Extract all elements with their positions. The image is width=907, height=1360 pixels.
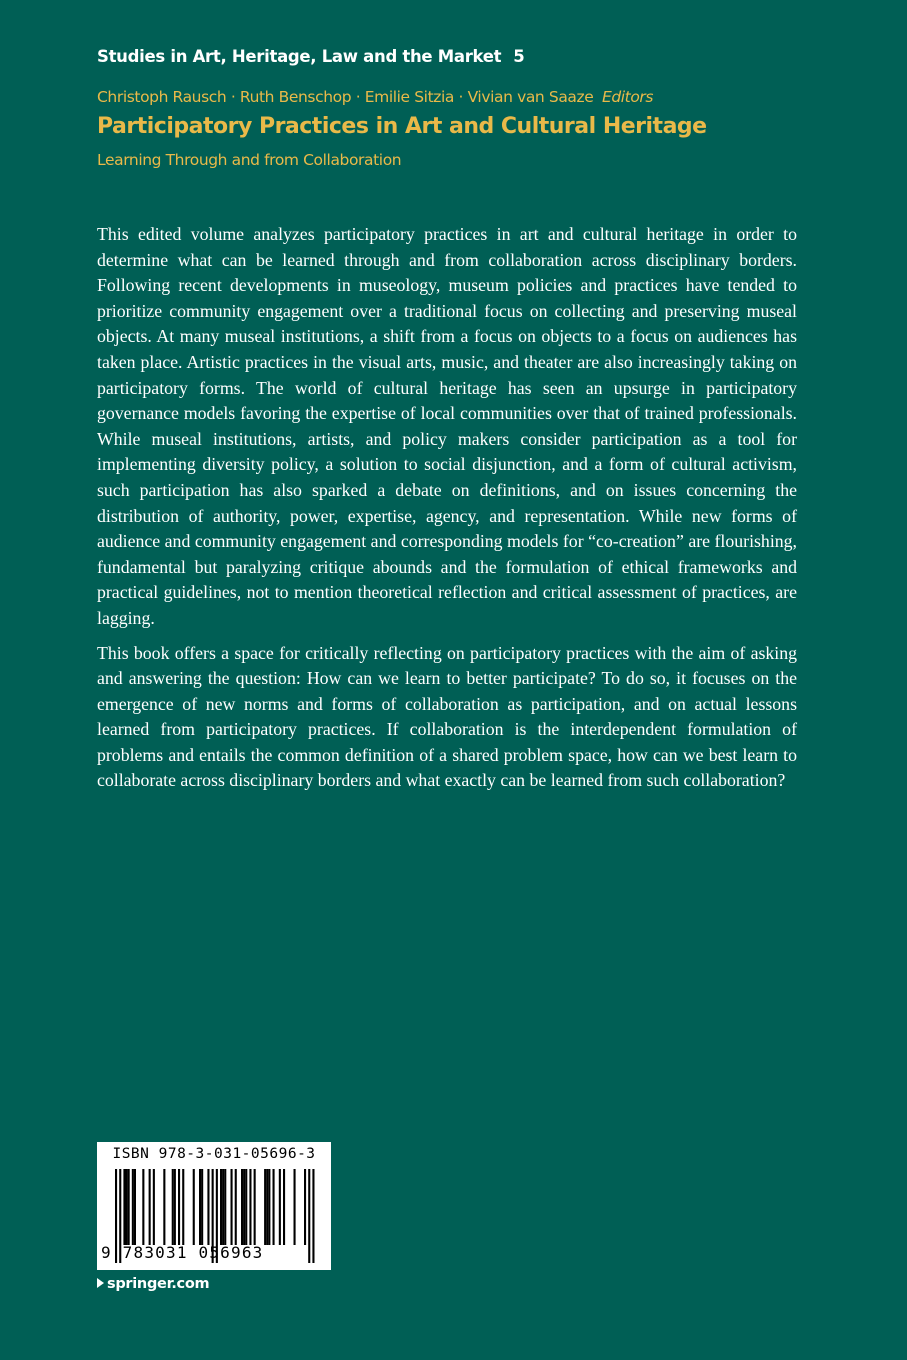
barcode-bar (254, 1169, 256, 1245)
barcode-bar (283, 1169, 285, 1245)
barcode-bar (128, 1169, 130, 1245)
editor-names: Christoph Rausch · Ruth Benschop · Emilie Sitzia · Vivian van Saaze (97, 88, 594, 106)
barcode-bar (294, 1169, 296, 1245)
barcode-bar (153, 1169, 155, 1245)
barcode-bar (174, 1169, 176, 1245)
barcode-bar (268, 1169, 270, 1245)
blurb (97, 222, 797, 794)
barcode-bar (123, 1169, 125, 1245)
barcode-bar (201, 1169, 203, 1245)
book-subtitle: Learning Through and from Collaboration (97, 151, 402, 169)
book-title: Participatory Practices in Art and Cultural Heritage (97, 114, 707, 139)
editors-line (97, 88, 653, 106)
barcode-box (97, 1142, 331, 1270)
barcode-bar (178, 1169, 180, 1245)
barcode-bar (163, 1169, 165, 1245)
barcode-bar (243, 1169, 245, 1245)
barcode-bar (199, 1169, 201, 1245)
arrow-right-icon (97, 1278, 104, 1288)
barcode-bar (264, 1169, 266, 1245)
barcode-bar (207, 1169, 209, 1245)
barcode-bar (266, 1169, 268, 1245)
series-name: Studies in Art, Heritage, Law and the Market (97, 47, 502, 66)
barcode-bar (182, 1169, 184, 1245)
blurb-paragraph-2: This book offers a space for critically reflecting on participatory practices with the aim of asking and answering the question: How can we learn to better participate? To do so, it focuses on the emergence of new norms and forms of collaboration as participation, and on actual lessons learned from participatory practices. If collaboration is the interdependent formulation of problems and entails the common definition of a shared problem space, how can we best learn to collaborate across disciplinary borders and what exactly can be learned from such collaboration? (97, 642, 797, 791)
barcode-bar (245, 1169, 247, 1245)
series-line (97, 47, 524, 66)
barcode-bar (222, 1169, 224, 1245)
barcode-bar (172, 1169, 174, 1245)
barcode-bar (279, 1169, 281, 1245)
barcode-bar (241, 1169, 243, 1245)
barcode-bar (304, 1169, 306, 1245)
barcode-bar (249, 1169, 251, 1245)
barcode-bar (231, 1169, 233, 1245)
barcode-bar (224, 1169, 226, 1245)
publisher-link[interactable] (97, 1276, 209, 1292)
blurb-paragraph-1: This edited volume analyzes participatory practices in art and cultural heritage in order to determine what can be learned through and from collaboration across disciplinary borders. Following recent developments in museology, museum policies and practices have tended to prioritize community engagement over a traditional focus on collecting and preserving museal objects. At many museal institutions, a shift from a focus on objects to a focus on audiences has taken place. Artistic practices in the visual arts, music, and theater are also increasingly taking on participatory forms. The world of cultural heritage has seen an upsurge in participatory governance models favoring the expertise of local communities over that of trained professionals. While museal institutions, artists, and policy makers consider participation as a tool for implementing diversity policy, a solution to social disjunction, and a form of cultural activism, such participation has also sparked a debate on definitions, and on issues concerning the distribution of authority, power, expertise, agency, and representation. While new forms of audience and community engagement and corresponding models for “co-creation” are flourishing, fundamental but paralyzing critique abounds and the formulation of ethical frameworks and practical guidelines, not to mention theoretical reflection and critical assessment of practices, are lagging. (97, 224, 797, 628)
isbn-label: ISBN 978-3-031-05696-3 (112, 1146, 316, 1162)
barcode-bar (193, 1169, 195, 1245)
barcode-digits: 9 783031 056963 (101, 1243, 264, 1262)
barcode-bar (126, 1169, 128, 1245)
barcode-bar (235, 1169, 237, 1245)
barcode-bar (142, 1169, 144, 1245)
barcode-bar (134, 1169, 136, 1245)
barcode-bar (273, 1169, 275, 1245)
barcode-bar (132, 1169, 134, 1245)
barcode-bar (149, 1169, 151, 1245)
series-number: 5 (513, 47, 525, 66)
publisher-url: springer.com (107, 1276, 210, 1292)
editors-role: Editors (601, 88, 654, 106)
barcode-bar (220, 1169, 222, 1245)
